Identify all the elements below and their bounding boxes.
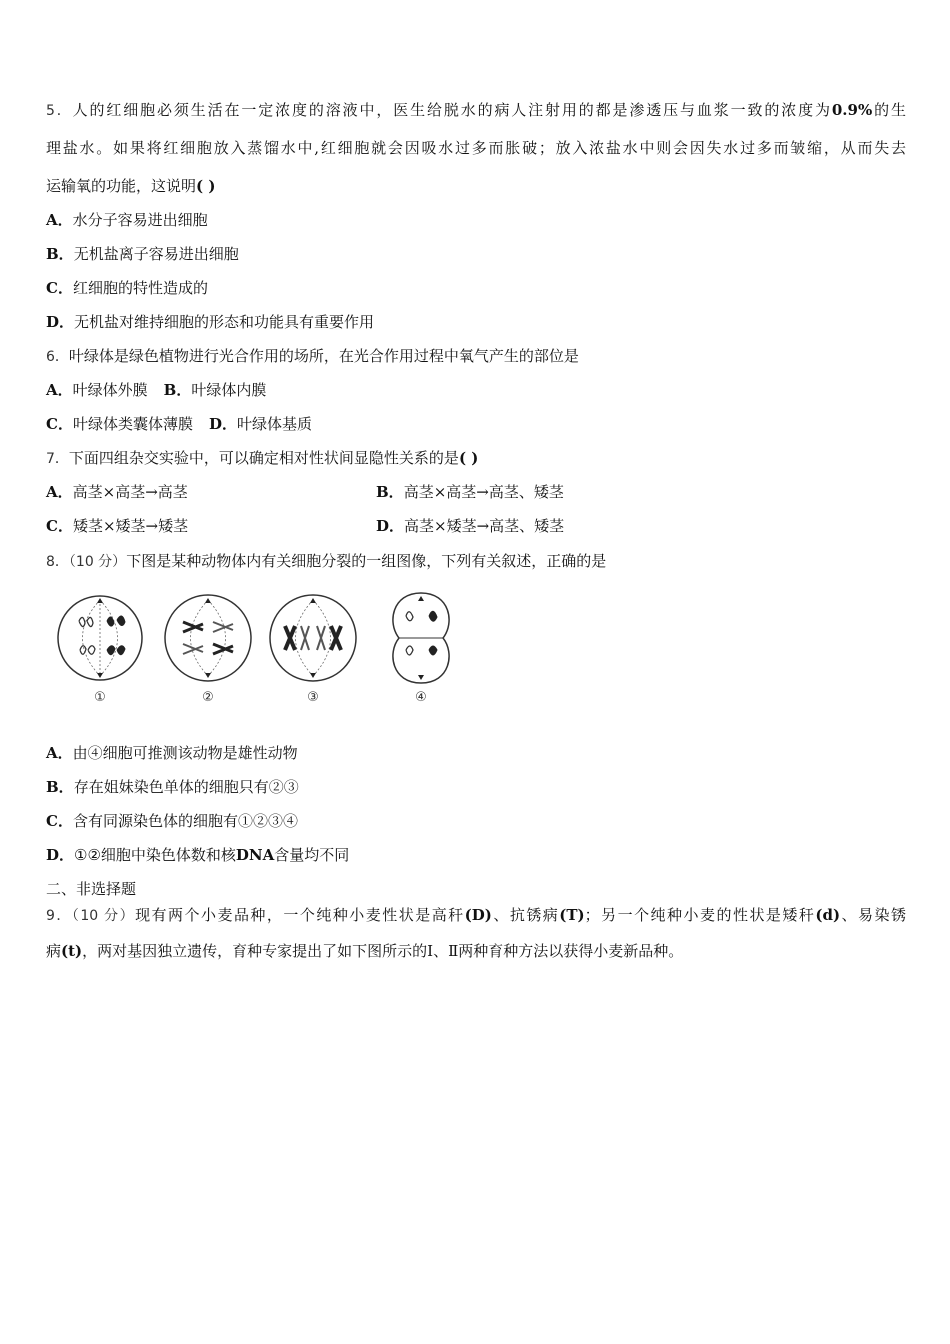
q5-option-a [46,210,208,230]
option-letter: A． [46,483,73,501]
q9-score: （10 分） [71,908,136,924]
q7-stem-text: 下面四组杂交实验中，可以确定相对性状间显隐性关系的是 [68,449,459,467]
option-letter: A． [46,381,73,399]
figure-label-4: ④ [415,690,427,705]
q5-stem-part1-tail: 的生 [872,101,906,119]
option-letter: B． [163,381,192,399]
figure-label-1: ① [94,690,106,705]
q8-stem [46,551,606,572]
q7-blank: ( ) [458,449,479,467]
q5-stem-part1: 人的红细胞必须生活在一定浓度的溶液中，医生给脱水的病人注射用的都是渗透压与血浆一致的浓度为 [72,101,832,119]
option-letter: B． [376,483,404,501]
option-letter: C． [46,415,73,433]
q5-option-b [46,244,239,264]
q8-option-a [46,743,298,763]
q9-text: ，两对基因独立遗传，育种专家提出了如下图所示的Ⅰ、Ⅱ两种育种方法以获得小麦新品种。 [82,942,684,960]
q9-gene-t: (t) [61,942,83,960]
option-letter: C． [46,279,73,297]
q7-option-b [376,482,564,502]
option-letter: A． [46,211,73,229]
q5-line-3 [46,176,215,196]
figure-label-3: ③ [307,690,319,705]
q6-options-cd [46,414,312,434]
q9-text: 现有两个小麦品种，一个纯种小麦性状是高秆 [135,906,465,924]
option-text: 高茎×高茎→高茎 [72,483,188,501]
option-letter: D． [46,846,75,864]
option-text: 红细胞的特性造成的 [72,279,208,297]
option-text: 叶绿体基质 [236,415,312,433]
cell-3-diagram [270,595,356,681]
q9-gene-T: (T) [559,906,585,924]
q5-line-2: 理盐水。如果将红细胞放入蒸馏水中,红细胞就会因吸水过多而胀破；放入浓盐水中则会因失水过多而皱缩，从而失去 [46,139,906,157]
q9-text: 、抗锈病 [491,906,560,924]
option-text: 水分子容易进出细胞 [72,211,208,229]
q9-line-2 [46,941,683,961]
section-heading: 二、非选择题 [46,880,137,898]
option-text: 矮茎×矮茎→矮茎 [72,517,189,535]
q8-number: 8． [46,554,69,570]
q7-stem [46,448,478,469]
q5-option-d [46,312,374,332]
option-letter: D． [46,313,75,331]
q9-text: ；另一个纯种小麦的性状是矮秆 [584,906,816,924]
option-text: 含有同源染色体的细胞有①②③④ [72,812,298,830]
option-text: 叶绿体外膜 [72,381,148,399]
option-letter: C． [46,517,73,535]
option-letter: B． [46,245,74,263]
q7-option-d [376,516,564,536]
q8-score: （10 分） [68,554,127,570]
q7-number: 7． [46,451,69,467]
q6-stem [46,346,579,367]
cell-1-diagram [58,596,142,680]
q5-line-1 [46,100,906,121]
q8-option-b [46,777,299,797]
cell-2-diagram [165,595,251,681]
q6-number: 6． [46,349,69,365]
option-text: 无机盐离子容易进出细胞 [73,245,239,263]
option-bold-term: DNA [235,846,275,864]
option-letter: B． [46,778,74,796]
option-text: 由④细胞可推测该动物是雄性动物 [72,744,298,762]
q9-gene-d: (d) [815,906,841,924]
option-text: 叶绿体内膜 [191,381,267,399]
q9-gene-D: (D) [464,906,492,924]
q6-options-ab [46,380,266,400]
option-text: 叶绿体类囊体薄膜 [72,415,193,433]
option-text: 高茎×矮茎→高茎、矮茎 [404,517,565,535]
q8-stem-text: 下图是某种动物体内有关细胞分裂的一组图像，下列有关叙述，正确的是 [126,552,607,570]
q9-text: 病 [46,942,62,960]
q8-option-d [46,845,349,865]
option-text: 无机盐对维持细胞的形态和功能具有重要作用 [74,313,375,331]
q5-blank: ( ) [196,177,216,195]
q5-concentration: 0.9% [831,101,873,119]
option-text: 存在姐妹染色单体的细胞只有②③ [73,778,299,796]
q5-number: 5． [46,103,73,119]
q9-text: 、易染锈 [840,906,906,924]
q6-stem-text: 叶绿体是绿色植物进行光合作用的场所，在光合作用过程中氧气产生的部位是 [68,347,579,365]
option-letter: A． [46,744,73,762]
option-letter: D． [208,415,237,433]
option-text: 高茎×高茎→高茎、矮茎 [403,483,564,501]
q7-option-c [46,516,188,536]
q5-option-c [46,278,208,298]
q9-number: 9． [46,908,72,924]
figure-label-2: ② [202,690,214,705]
cell-division-figure [55,588,475,708]
q5-stem-part3: 运输氧的功能，这说明 [46,177,197,195]
q7-option-a [46,482,188,502]
option-letter: C． [46,812,73,830]
option-letter: D． [376,517,405,535]
option-text-tail: 含量均不同 [274,846,350,864]
q8-option-c [46,811,298,831]
option-text: ①②细胞中染色体数和核 [74,846,236,864]
q9-line-1 [46,905,906,926]
cell-4-diagram [393,593,449,683]
